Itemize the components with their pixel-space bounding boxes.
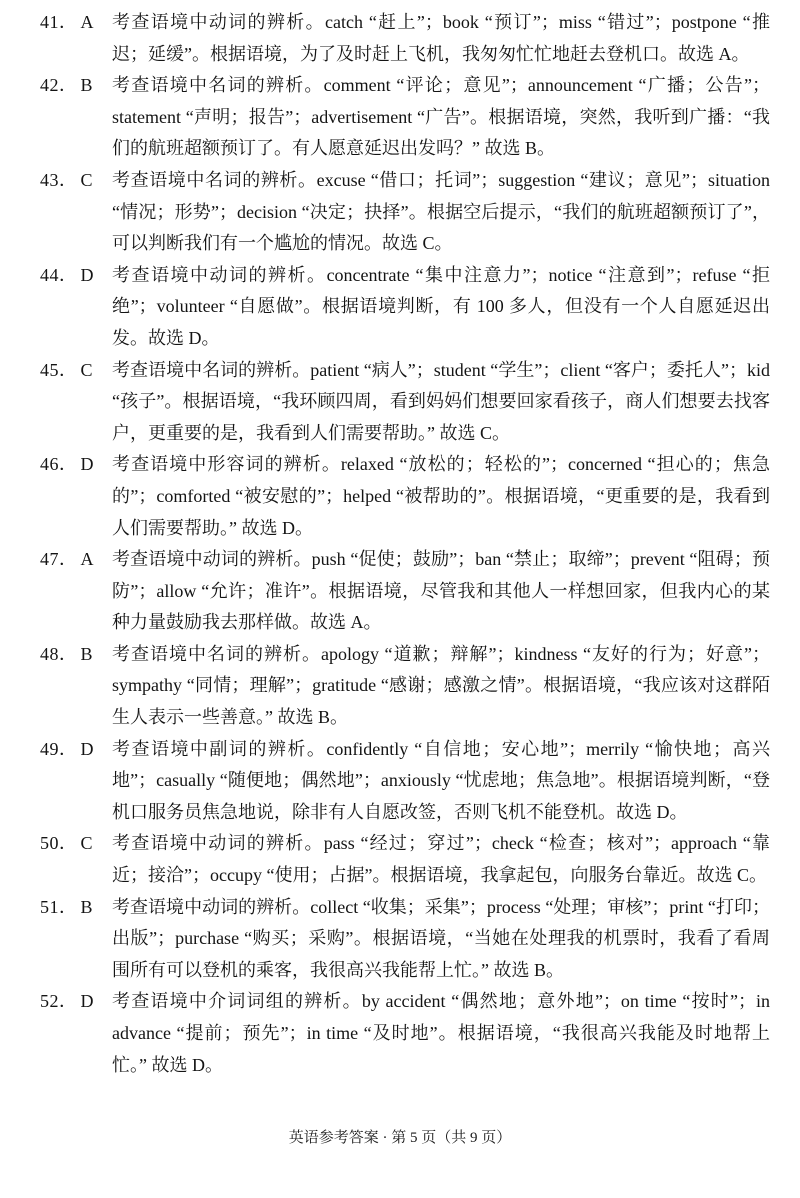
explanation-text: 考查语境中名词的辨析。apology “道歉；辩解”；kindness “友好的行为；好意”；sympathy “同情；理解”；gratitude “感谢；感激之情”。根据语境，“我应该对这群陌生人表示一些善意。” 故选 B。 bbox=[112, 643, 770, 728]
label-separator: ． bbox=[59, 359, 78, 380]
answer-letter: C bbox=[80, 169, 94, 190]
label-separator: ． bbox=[59, 169, 78, 190]
answer-letter: A bbox=[80, 12, 94, 32]
question-number: 47 bbox=[40, 549, 59, 570]
label-separator: ． bbox=[59, 738, 78, 759]
footer-text: 英语参考答案 · 第 5 页（共 9 页） bbox=[288, 1130, 512, 1146]
question-label bbox=[40, 355, 112, 387]
answer-letter: B bbox=[80, 643, 94, 664]
answer-list bbox=[40, 7, 770, 1081]
explanation-text: 考查语境中动词的辨析。concentrate “集中注意力”；notice “注意到”；refuse “拒绝”；volunteer “自愿做”。根据语境判断，有 100 多人，但没有一个人自愿延迟出发。故选 D。 bbox=[112, 264, 770, 348]
answer-letter: D bbox=[80, 264, 94, 285]
label-separator: ． bbox=[59, 12, 78, 32]
label-separator: ． bbox=[59, 991, 78, 1012]
answer-item bbox=[40, 165, 770, 260]
label-separator: ． bbox=[59, 643, 78, 664]
answer-letter: D bbox=[80, 738, 94, 759]
explanation-text: 考查语境中名词的辨析。comment “评论；意见”；announcement “广播；公告”；statement “声明；报告”；advertisement “广告”。根据语境，突然，我听到广播：“我们的航班超额预订了。有人愿意延迟出发吗？” 故选 B。 bbox=[112, 75, 770, 159]
label-separator: ． bbox=[59, 454, 78, 475]
question-number: 51 bbox=[40, 896, 59, 917]
answer-letter: C bbox=[80, 833, 94, 854]
answer-item bbox=[40, 70, 770, 165]
answer-item bbox=[40, 355, 770, 450]
answer-item bbox=[40, 892, 770, 987]
answer-item bbox=[40, 260, 770, 355]
answer-item bbox=[40, 7, 770, 70]
question-label bbox=[40, 7, 112, 39]
explanation-text: 考查语境中介词词组的辨析。by accident “偶然地；意外地”；on time “按时”；in advance “提前；预先”；in time “及时地”。根据语境，“我很高兴我能及时地帮上忙。” 故选 D。 bbox=[112, 991, 770, 1075]
answer-item bbox=[40, 828, 770, 891]
explanation-text: 考查语境中动词的辨析。pass “经过；穿过”；check “检查；核对”；approach “靠近；接洽”；occupy “使用；占据”。根据语境，我拿起包，向服务台靠近。故选 C。 bbox=[112, 833, 770, 886]
question-label bbox=[40, 544, 112, 576]
answer-item bbox=[40, 639, 770, 734]
question-label bbox=[40, 892, 112, 924]
explanation-text: 考查语境中名词的辨析。patient “病人”；student “学生”；client “客户；委托人”；kid “孩子”。根据语境，“我环顾四周，看到妈妈们想要回家看孩子，商人们想要去找客户，更重要的是，我看到人们需要帮助。” 故选 C。 bbox=[112, 359, 770, 443]
question-label bbox=[40, 70, 112, 102]
question-number: 43 bbox=[40, 169, 59, 190]
question-label bbox=[40, 165, 112, 197]
explanation-text: 考查语境中动词的辨析。catch “赶上”；book “预订”；miss “错过”；postpone “推迟；延缓”。根据语境，为了及时赶上飞机，我匆匆忙忙地赶去登机口。故选 A。 bbox=[112, 12, 770, 64]
question-label bbox=[40, 986, 112, 1018]
question-number: 42 bbox=[40, 75, 59, 96]
explanation-text: 考查语境中动词的辨析。push “促使；鼓励”；ban “禁止；取缔”；prevent “阻碍；预防”；allow “允许；准许”。根据语境，尽管我和其他人一样想回家，但我内心的某种力量鼓励我去那样做。故选 A。 bbox=[112, 549, 770, 633]
question-label bbox=[40, 828, 112, 860]
question-number: 49 bbox=[40, 738, 59, 759]
label-separator: ． bbox=[59, 264, 78, 285]
question-number: 52 bbox=[40, 991, 59, 1012]
question-number: 50 bbox=[40, 833, 59, 854]
explanation-text: 考查语境中动词的辨析。collect “收集；采集”；process “处理；审核”；print “打印；出版”；purchase “购买；采购”。根据语境，“当她在处理我的机票时，我看了看周围所有可以登机的乘客，我很高兴我能帮上忙。” 故选 B。 bbox=[112, 896, 770, 980]
explanation-text: 考查语境中名词的辨析。excuse “借口；托词”；suggestion “建议；意见”；situation “情况；形势”；decision “决定；抉择”。根据空后提示，“我们的航班超额预订了”，可以判断我们有一个尴尬的情况。故选 C。 bbox=[112, 169, 770, 254]
answer-letter: D bbox=[80, 454, 94, 475]
explanation-text: 考查语境中形容词的辨析。relaxed “放松的；轻松的”；concerned “担心的；焦急的”；comforted “被安慰的”；helped “被帮助的”。根据语境，“更重要的是，我看到人们需要帮助。” 故选 D。 bbox=[112, 454, 770, 538]
label-separator: ． bbox=[59, 833, 78, 854]
question-number: 41 bbox=[40, 12, 59, 32]
answer-letter: B bbox=[80, 75, 94, 96]
answer-letter: C bbox=[80, 359, 94, 380]
label-separator: ． bbox=[59, 896, 78, 917]
explanation-text: 考查语境中副词的辨析。confidently “自信地；安心地”；merrily “愉快地；高兴地”；casually “随便地；偶然地”；anxiously “忧虑地；焦急地”。根据语境判断，“登机口服务员焦急地说，除非有人自愿改签，否则飞机不能登机。故选 D。 bbox=[112, 738, 770, 822]
question-label bbox=[40, 734, 112, 766]
answer-item bbox=[40, 734, 770, 829]
question-label bbox=[40, 639, 112, 671]
answer-letter: B bbox=[80, 896, 94, 917]
question-number: 44 bbox=[40, 264, 59, 285]
question-number: 45 bbox=[40, 359, 59, 380]
question-number: 48 bbox=[40, 643, 59, 664]
answer-item bbox=[40, 449, 770, 544]
label-separator: ． bbox=[59, 549, 78, 570]
answer-letter: D bbox=[80, 991, 94, 1012]
label-separator: ． bbox=[59, 75, 78, 96]
question-number: 46 bbox=[40, 454, 59, 475]
answer-item bbox=[40, 544, 770, 639]
question-label bbox=[40, 449, 112, 481]
question-label bbox=[40, 260, 112, 292]
answer-letter: A bbox=[80, 549, 94, 570]
answer-item bbox=[40, 986, 770, 1081]
page-footer bbox=[0, 1128, 800, 1148]
